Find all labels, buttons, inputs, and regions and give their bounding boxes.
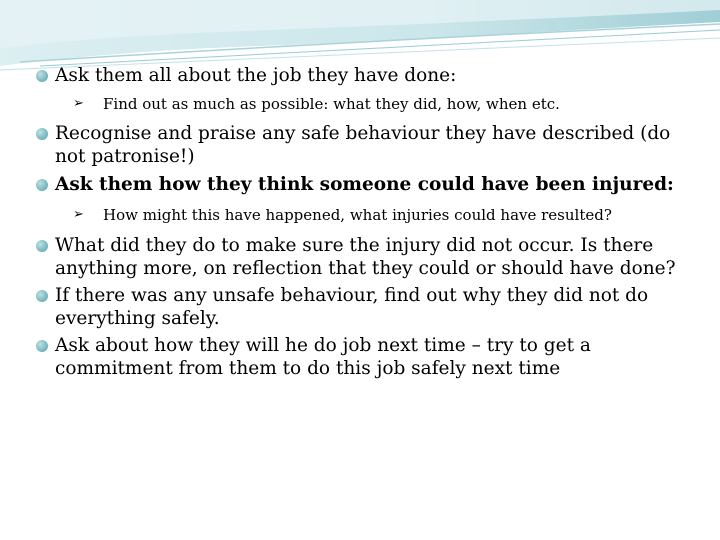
sub-bullet-text: Find out as much as possible: what they did, how, when etc. [103, 95, 560, 113]
bullet-list [36, 64, 696, 380]
arrow-bullet-icon: ➢ [73, 96, 84, 111]
bullet-item [36, 234, 696, 280]
sub-bullet-item [36, 93, 696, 115]
bullet-text: Ask them all about the job they have done: [55, 65, 457, 86]
bullet-text: Recognise and praise any safe behaviour they have described (do not patronise!) [55, 123, 671, 167]
bullet-text: If there was any unsafe behaviour, find out why they did not do everything safely. [55, 285, 649, 329]
bullet-item [36, 122, 696, 168]
bullet-item [36, 64, 696, 87]
bullet-icon [36, 70, 48, 82]
arrow-bullet-icon: ➢ [73, 207, 84, 222]
bullet-icon [36, 179, 48, 191]
bullet-text: Ask about how they will he do job next time – try to get a commitment from them to do this job safely next time [55, 335, 591, 379]
bullet-icon [36, 240, 48, 252]
bullet-text: Ask them how they think someone could have been injured: [55, 174, 674, 195]
bullet-item [36, 284, 696, 330]
bullet-item [36, 173, 696, 196]
bullet-icon [36, 128, 48, 140]
bullet-item [36, 334, 696, 380]
sub-bullet-item [36, 204, 696, 226]
bullet-text: What did they do to make sure the injury did not occur. Is there anything more, on reflection that they could or should have done? [55, 235, 676, 279]
bullet-icon [36, 290, 48, 302]
sub-bullet-text: How might this have happened, what injuries could have resulted? [103, 206, 612, 224]
bullet-icon [36, 340, 48, 352]
